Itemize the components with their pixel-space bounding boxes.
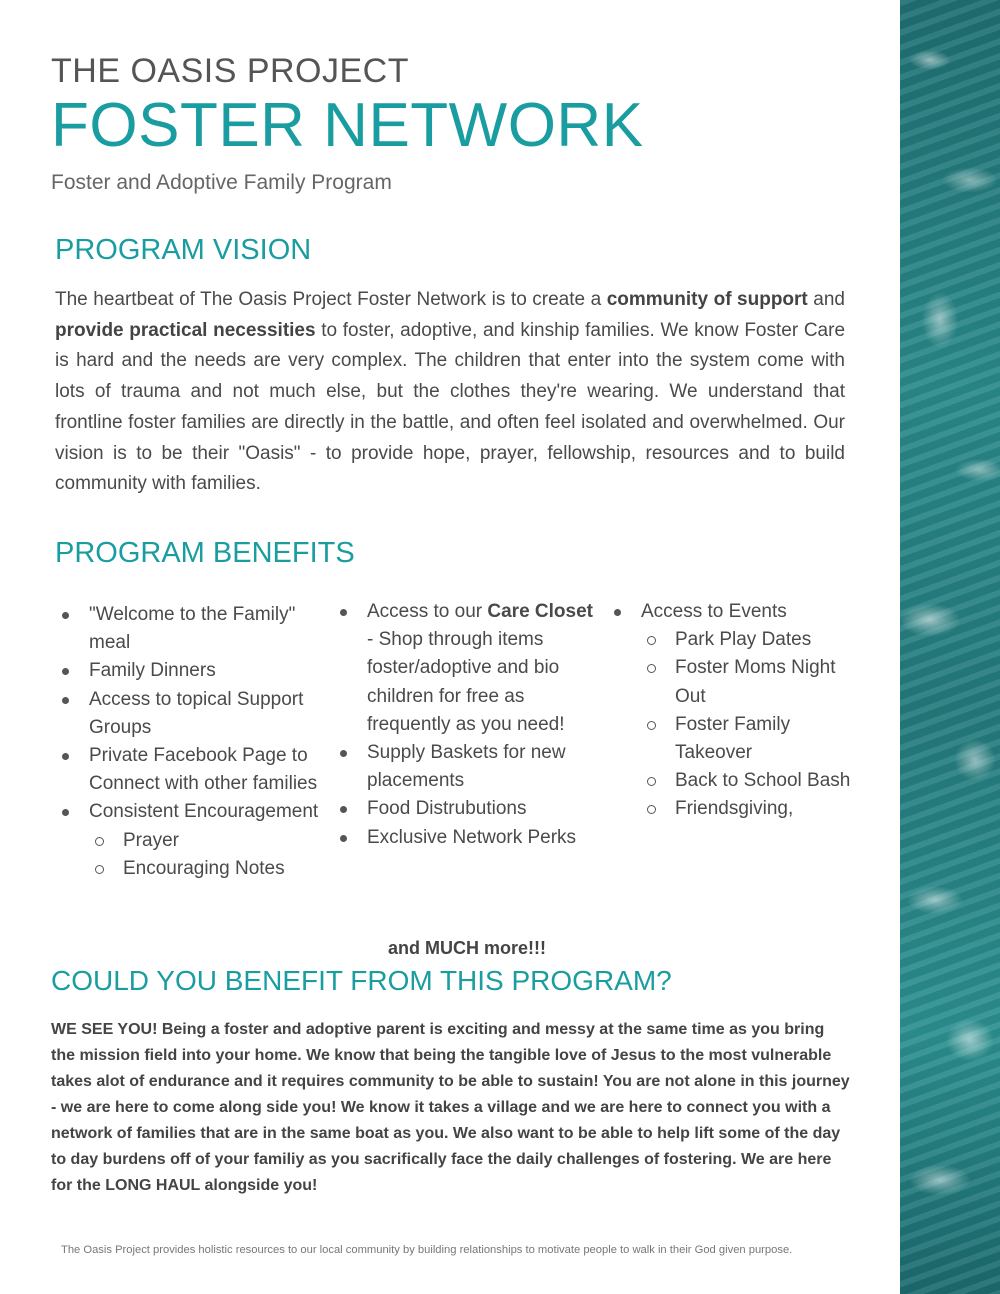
benefits-column-1 — [56, 601, 331, 883]
vision-bold-community: community of support — [606, 289, 808, 310]
benefit-question-heading: COULD YOU BENEFIT FROM THIS PROGRAM? — [51, 965, 672, 996]
page-subtitle: Foster and Adoptive Family Program — [51, 171, 392, 194]
list-subitem: Foster Moms Night Out — [608, 654, 858, 710]
list-item: Private Facebook Page to Connect with other families — [56, 742, 331, 798]
list-subitem: Friendsgiving, — [608, 795, 858, 823]
and-more-text: and MUCH more!!! — [388, 938, 546, 958]
list-subitem: Prayer — [56, 827, 331, 855]
vision-bold-necessities: provide practical necessities — [55, 319, 316, 341]
brand-name: THE OASIS PROJECT — [51, 52, 409, 90]
footer-text: The Oasis Project provides holistic resources to our local community by building relationships to motivate people to walk in their God given purpose. — [61, 1244, 793, 1256]
benefits-column-2 — [334, 598, 599, 852]
list-subitem: Park Play Dates — [608, 626, 858, 654]
list-item: Access to Events — [608, 598, 858, 626]
benefit-paragraph: WE SEE YOU! Being a foster and adoptive parent is exciting and messy at the same time as you bring the mission field into your home. We know that being the tangible love of Jesus to the most vulnerable takes alot of endurance and it requires community to be able to sustain! You are not alone in this journey - we are here to come along side you! We know it takes a village and we are here to connect you with a network of families that are in the same boat as you. We also want to be able to help lift some of the day to day burdens off of your familiy as you sacrifically face the daily challenges of fostering. We are here for the LONG HAUL alongside you! — [51, 1021, 850, 1194]
list-subitem: Back to School Bash — [608, 767, 858, 795]
ocean-water-image — [900, 0, 1000, 1294]
benefits-heading: PROGRAM BENEFITS — [55, 537, 355, 569]
list-item: Consistent Encouragement — [56, 798, 331, 826]
list-item: "Welcome to the Family" meal — [56, 601, 331, 657]
page-title: FOSTER NETWORK — [51, 91, 644, 160]
list-item: Exclusive Network Perks — [334, 824, 599, 852]
benefits-column-3 — [608, 598, 858, 824]
vision-heading: PROGRAM VISION — [55, 234, 312, 266]
list-subitem: Encouraging Notes — [56, 855, 331, 883]
list-item: Food Distrubutions — [334, 795, 599, 823]
list-item: Supply Baskets for new placements — [334, 739, 599, 795]
list-item: Access to topical Support Groups — [56, 686, 331, 742]
list-subitem: Foster Family Takeover — [608, 711, 858, 767]
vision-paragraph: The heartbeat of The Oasis Project Foster Network is to create a community of support and provide practical necessities to foster, adoptive, and kinship families. We know Foster Care is hard and the needs are very complex. The children that enter into the system come with lots of trauma and not much else, but the clothes they're wearing. We understand that frontline foster families are directly in the battle, and often feel isolated and overwhelmed. Our vision is to be their "Oasis" - to provide hope, prayer, fellowship, resources and to build community with families. — [55, 289, 846, 495]
list-item: Access to our Care Closet - Shop through items foster/adoptive and bio children for free as frequently as you need! — [334, 598, 599, 739]
care-closet-bold: Care Closet — [487, 601, 593, 622]
list-item: Family Dinners — [56, 657, 331, 685]
